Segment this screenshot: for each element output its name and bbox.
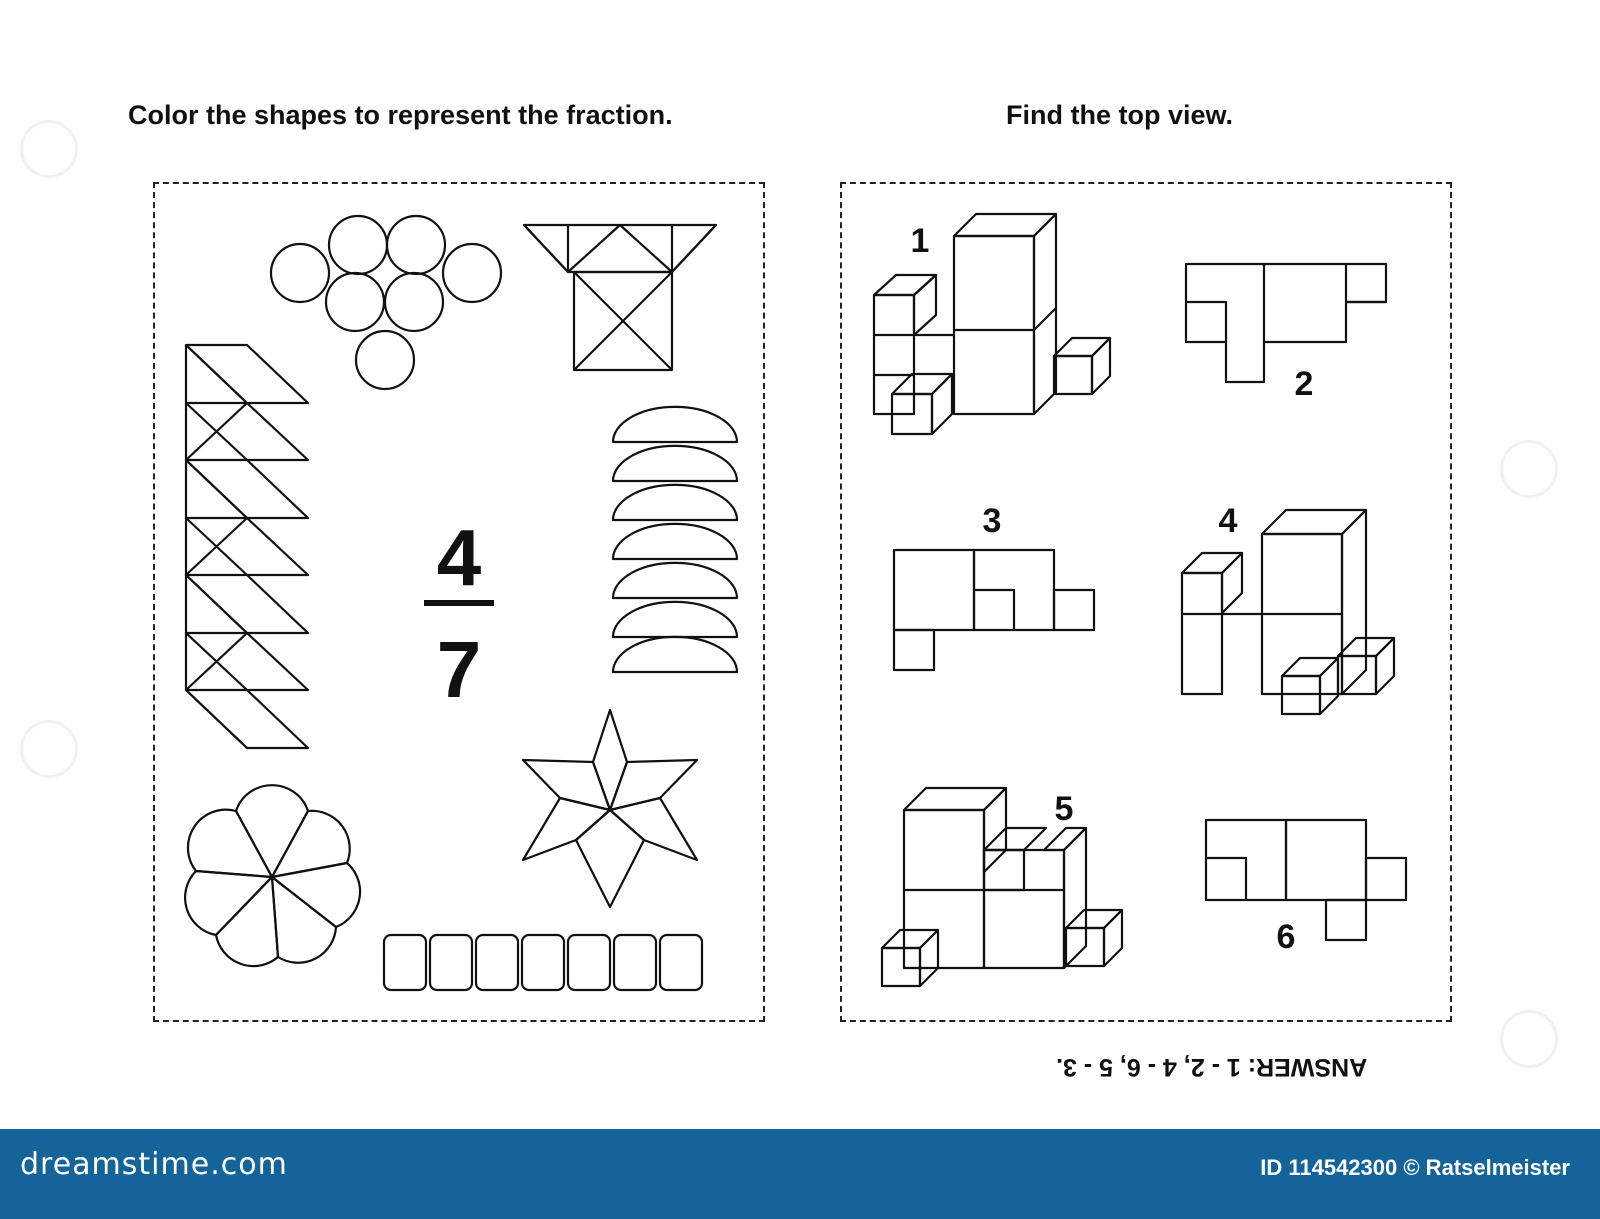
fraction-denominator: 7 [436, 625, 482, 714]
rounded-rectangles-shape [384, 935, 702, 990]
label-4: 4 [1218, 502, 1238, 540]
top-view-2 [1186, 264, 1386, 382]
triangles-square-shape [524, 225, 716, 370]
cube-figure-4 [1182, 510, 1394, 714]
answer-text: ANSWER: 1 - 2, 4 - 6, 5 - 3. [1056, 1053, 1368, 1081]
label-3: 3 [982, 502, 1002, 540]
label-1: 1 [910, 222, 930, 260]
fraction-numerator: 4 [436, 513, 482, 602]
left-instruction: Color the shapes to represent the fraction. [128, 100, 673, 130]
cube-figure-5 [882, 788, 1122, 986]
label-5: 5 [1054, 790, 1074, 828]
flower-shape [185, 785, 360, 966]
top-view-6 [1206, 820, 1406, 940]
right-instruction: Find the top view. [1006, 100, 1233, 130]
label-2: 2 [1294, 365, 1314, 403]
star-shape [523, 710, 697, 907]
circles-shape [271, 216, 501, 389]
image-credit: ID 114542300 © Ratselmeister [1260, 1155, 1570, 1180]
cube-figure-1 [874, 214, 1110, 434]
parallelograms-shape [186, 345, 308, 748]
top-view-3 [894, 550, 1094, 670]
brand-logo: dreamstime.com [20, 1147, 288, 1182]
semicircles-shape [613, 407, 737, 672]
footer-bar [0, 1129, 1600, 1219]
label-6: 6 [1276, 918, 1296, 956]
